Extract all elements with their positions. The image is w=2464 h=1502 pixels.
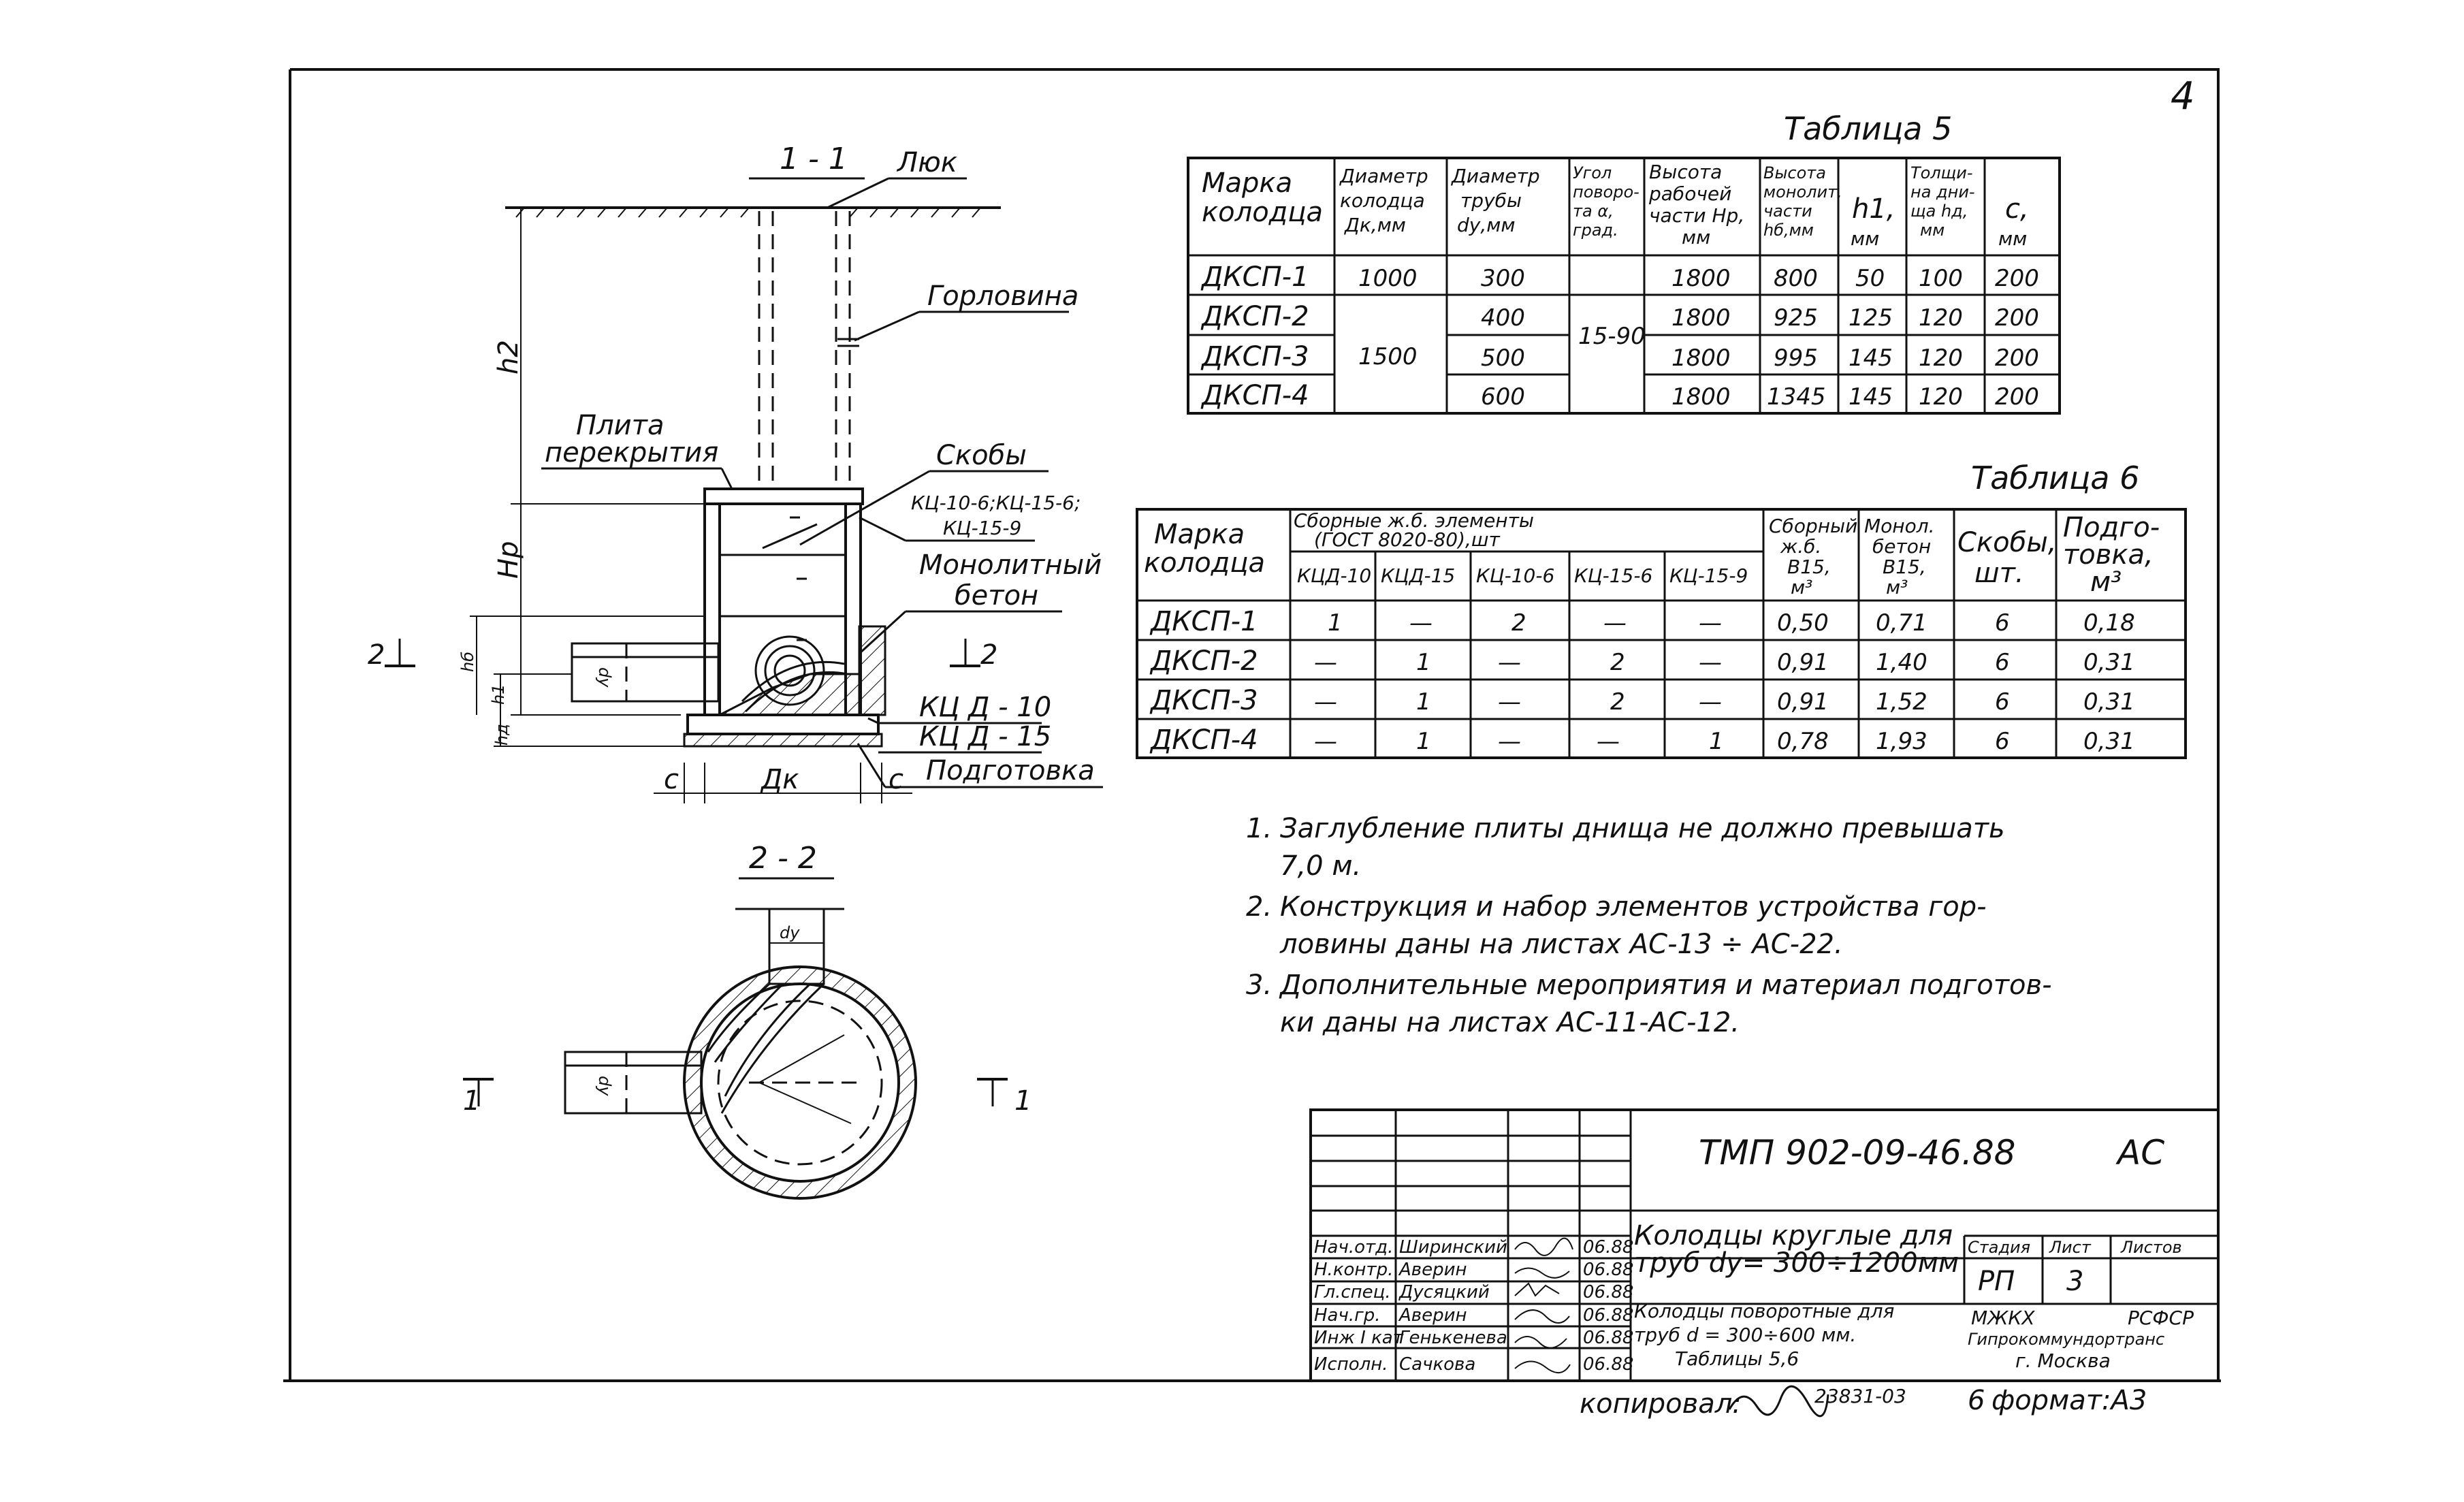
svg-text:200: 200	[1995, 265, 2039, 292]
merged-angle: 15-90	[1578, 323, 1646, 350]
svg-text:Скобы,: Скобы,	[1957, 527, 2057, 558]
svg-text:Конструкция и набор элементов: Конструкция и набор элементов устройства гор-	[1280, 891, 1987, 923]
svg-text:400: 400	[1481, 304, 1525, 332]
table-row	[1149, 645, 2135, 677]
note-1	[1246, 813, 2005, 882]
table-row	[1200, 261, 2039, 293]
cut-mark-1-right	[977, 1079, 1031, 1117]
svg-text:1345: 1345	[1767, 383, 1826, 411]
svg-text:Высота: Высота	[1649, 161, 1723, 183]
svg-text:бетон: бетон	[1872, 535, 1932, 558]
stage-value: РП	[1978, 1266, 2015, 1297]
slab-label-1: Плита	[576, 410, 665, 441]
svg-text:1,40: 1,40	[1876, 649, 1927, 676]
c-left-dim: с	[664, 764, 679, 795]
table-row	[1149, 685, 2135, 716]
svg-text:Марка: Марка	[1154, 519, 1245, 550]
svg-text:c,: c,	[2005, 193, 2029, 225]
svg-text:КЦД-10: КЦД-10	[1297, 564, 1372, 587]
svg-text:Сборные ж.б. элементы: Сборные ж.б. элементы	[1294, 509, 1535, 532]
svg-text:1: 1	[1709, 728, 1724, 755]
section-2-2-title: 2 - 2	[749, 841, 817, 876]
svg-text:06.88: 06.88	[1583, 1305, 1634, 1326]
preparation-label: Подготовка	[926, 755, 1095, 786]
hd-dim: hд	[492, 724, 511, 746]
dy-left-label: dу	[595, 1076, 614, 1096]
title-2-line-1: Колодцы поворотные для	[1634, 1300, 1895, 1322]
svg-text:—: —	[1699, 609, 1722, 637]
svg-text:120: 120	[1919, 345, 1963, 372]
svg-text:град.: град.	[1573, 221, 1618, 240]
svg-text:hб,мм: hб,мм	[1763, 221, 1814, 240]
svg-text:поворо-: поворо-	[1573, 182, 1639, 202]
cut-mark-1-left	[463, 1079, 494, 1117]
bottom-ring-label-2: КЦ Д - 15	[919, 721, 1052, 752]
svg-text:Гл.спец.: Гл.спец.	[1314, 1282, 1391, 1303]
svg-text:м³: м³	[2090, 566, 2122, 598]
svg-text:Угол: Угол	[1573, 163, 1612, 182]
table-5	[1188, 110, 2060, 413]
ground-hatching	[516, 208, 980, 217]
svg-text:2: 2	[368, 639, 385, 671]
svg-text:500: 500	[1481, 345, 1525, 372]
bottom-ring-label-1: КЦ Д - 10	[919, 692, 1052, 723]
svg-text:м³: м³	[1791, 576, 1813, 598]
svg-text:Диаметр: Диаметр	[1452, 165, 1540, 187]
svg-text:1: 1	[1416, 649, 1431, 676]
svg-text:0,18: 0,18	[2083, 609, 2135, 637]
svg-text:2: 2	[1610, 688, 1625, 716]
org-republic: РСФСР	[2128, 1307, 2194, 1329]
svg-text:06.88: 06.88	[1583, 1237, 1634, 1258]
slab-label-2: перекрытия	[545, 437, 719, 468]
svg-text:1.: 1.	[1246, 813, 1273, 844]
cover-slab	[705, 489, 863, 504]
svg-text:7,0 м.: 7,0 м.	[1280, 850, 1362, 882]
svg-text:h1,: h1,	[1852, 193, 1895, 225]
footer	[1580, 1385, 2147, 1420]
svg-text:1: 1	[1416, 688, 1431, 716]
svg-text:Диаметр: Диаметр	[1340, 165, 1428, 187]
svg-text:Нач.отд.: Нач.отд.	[1314, 1237, 1394, 1258]
svg-text:2: 2	[980, 639, 998, 671]
svg-text:1: 1	[1014, 1085, 1032, 1117]
svg-text:ДКСП-1: ДКСП-1	[1151, 606, 1258, 637]
svg-text:ДКСП-4: ДКСП-4	[1202, 380, 1309, 411]
svg-text:монолит.: монолит.	[1763, 182, 1842, 202]
archive-number: 23831-03	[1814, 1385, 1906, 1407]
svg-text:колодца: колодца	[1144, 547, 1266, 579]
document-code: ТМП 902-09-46.88	[1699, 1133, 2016, 1172]
svg-text:925: 925	[1774, 304, 1818, 332]
svg-text:Дусяцкий: Дусяцкий	[1399, 1282, 1490, 1303]
svg-text:Аверин: Аверин	[1399, 1305, 1467, 1326]
svg-text:КЦ-15-9: КЦ-15-9	[1669, 564, 1748, 587]
svg-text:2: 2	[1511, 609, 1526, 637]
dk-dim: Дк	[761, 764, 799, 795]
svg-text:600: 600	[1481, 383, 1525, 411]
svg-text:ща hд,: ща hд,	[1910, 202, 1968, 221]
svg-text:КЦ-15-6: КЦ-15-6	[1574, 564, 1653, 587]
svg-text:1,93: 1,93	[1876, 728, 1927, 755]
svg-text:6: 6	[1995, 728, 2010, 755]
svg-text:1800: 1800	[1671, 345, 1731, 372]
title-2-line-3: Таблицы 5,6	[1675, 1347, 1799, 1370]
dy-label-left: dу	[595, 667, 614, 688]
svg-text:—: —	[1603, 609, 1627, 637]
org-institute: Гипрокоммундортранс	[1968, 1330, 2165, 1349]
svg-text:6: 6	[1995, 688, 2010, 716]
table-5-caption: Таблица 5	[1784, 110, 1953, 147]
copied-label: копировал:	[1580, 1388, 1742, 1420]
svg-text:мм: мм	[1851, 227, 1880, 250]
svg-text:Генькенева: Генькенева	[1399, 1328, 1507, 1348]
cut-mark-2-right	[950, 639, 997, 671]
hatch-label: Люк	[897, 147, 957, 178]
svg-text:ДКСП-3: ДКСП-3	[1151, 685, 1258, 716]
svg-text:Монол.: Монол.	[1864, 515, 1935, 537]
rings-label-1: КЦ-10-6;КЦ-15-6;	[911, 492, 1081, 514]
svg-text:50: 50	[1855, 265, 1885, 292]
svg-text:рабочей: рабочей	[1649, 182, 1732, 205]
table-row	[1149, 724, 2135, 756]
svg-text:145: 145	[1849, 383, 1893, 411]
dy-top-label: dу	[780, 923, 800, 942]
neck-riser	[759, 211, 859, 490]
format-label: формат:А3	[1991, 1385, 2147, 1416]
svg-text:0,71: 0,71	[1876, 609, 1927, 637]
table-5-rows	[1200, 261, 2039, 411]
svg-text:800: 800	[1774, 265, 1818, 292]
c-right-dim: с	[889, 764, 903, 795]
concrete-label-1: Монолитный	[919, 549, 1102, 581]
table-6	[1137, 460, 2186, 758]
svg-text:шт.: шт.	[1974, 558, 2024, 589]
svg-text:ж.б.: ж.б.	[1780, 535, 1822, 558]
table-6-rows	[1149, 606, 2135, 756]
svg-text:(ГОСТ 8020-80),шт: (ГОСТ 8020-80),шт	[1314, 528, 1500, 551]
svg-text:Ширинский: Ширинский	[1399, 1237, 1507, 1258]
hp-dim: Hр	[493, 541, 524, 579]
svg-text:100: 100	[1919, 265, 1963, 292]
concrete-label-2: бетон	[955, 580, 1039, 611]
svg-text:В15,: В15,	[1883, 556, 1926, 578]
svg-text:товка,: товка,	[2063, 539, 2154, 571]
document-mark: АС	[2117, 1133, 2165, 1172]
svg-text:м³: м³	[1886, 576, 1908, 598]
svg-text:ДКСП-3: ДКСП-3	[1202, 341, 1309, 372]
svg-text:200: 200	[1995, 304, 2039, 332]
svg-text:6: 6	[1995, 649, 2010, 676]
svg-text:120: 120	[1919, 304, 1963, 332]
svg-text:dу,мм: dу,мм	[1457, 214, 1516, 236]
stage-header: Стадия	[1968, 1238, 2031, 1257]
svg-text:200: 200	[1995, 345, 2039, 372]
title-1-line-2: труб dу= 300÷1200мм	[1634, 1247, 1959, 1279]
svg-text:Толщи-: Толщи-	[1910, 163, 1973, 182]
svg-text:3.: 3.	[1246, 970, 1273, 1001]
sheet-value: 3	[2066, 1266, 2084, 1297]
neck-label: Горловина	[927, 281, 1079, 312]
note-2	[1246, 891, 1987, 960]
svg-text:ДКСП-4: ДКСП-4	[1151, 724, 1258, 756]
svg-text:Инж I кат: Инж I кат	[1314, 1328, 1403, 1348]
signature-row	[1314, 1328, 1633, 1348]
svg-text:Дополнительные мероприятия и м: Дополнительные мероприятия и материал подготов-	[1280, 970, 2052, 1001]
svg-text:0,78: 0,78	[1777, 728, 1829, 755]
org-city: г. Москва	[2015, 1349, 2111, 1372]
svg-text:1,52: 1,52	[1876, 688, 1927, 716]
svg-text:06.88: 06.88	[1583, 1328, 1634, 1348]
section-1-1	[368, 142, 1103, 803]
svg-text:Высота: Высота	[1763, 163, 1826, 182]
table-row	[1149, 606, 2135, 637]
merged-diameter: 1500	[1358, 343, 1418, 370]
table-6-caption: Таблица 6	[1971, 460, 2140, 496]
svg-text:—: —	[1597, 728, 1620, 755]
rings-label-2: КЦ-15-9	[943, 517, 1022, 539]
svg-text:мм: мм	[1920, 221, 1945, 240]
svg-text:В15,: В15,	[1787, 556, 1831, 578]
svg-text:КЦ-10-6: КЦ-10-6	[1476, 564, 1555, 587]
svg-text:ки даны на листах АС-11-АС-12.: ки даны на листах АС-11-АС-12.	[1280, 1007, 1740, 1038]
svg-text:1: 1	[1416, 728, 1431, 755]
svg-text:ДКСП-2: ДКСП-2	[1151, 645, 1258, 677]
svg-text:—: —	[1498, 688, 1521, 716]
svg-text:0,31: 0,31	[2083, 688, 2135, 716]
svg-text:06.88: 06.88	[1583, 1260, 1634, 1280]
svg-text:Сборный: Сборный	[1769, 515, 1858, 537]
svg-text:Нач.гр.: Нач.гр.	[1314, 1305, 1381, 1326]
svg-text:части Hр,: части Hр,	[1649, 204, 1745, 227]
signature-row	[1314, 1282, 1633, 1303]
footer-sheet-number: 6	[1968, 1385, 1985, 1416]
svg-text:мм: мм	[1682, 226, 1711, 249]
svg-text:6: 6	[1995, 609, 2010, 637]
inlet-pipe	[572, 643, 718, 701]
svg-text:200: 200	[1995, 383, 2039, 411]
svg-text:—: —	[1314, 688, 1337, 716]
svg-text:—: —	[1498, 649, 1521, 676]
svg-text:мм: мм	[1998, 227, 2028, 250]
notes	[1246, 813, 2052, 1038]
svg-text:колодца: колодца	[1202, 197, 1324, 228]
svg-text:06.88: 06.88	[1583, 1354, 1634, 1375]
title-2-line-2: труб d = 300÷600 мм.	[1634, 1324, 1857, 1346]
sheet-header: Лист	[2049, 1238, 2091, 1257]
svg-text:1000: 1000	[1358, 265, 1418, 292]
preparation-layer	[684, 734, 882, 746]
svg-text:КЦД-15: КЦД-15	[1381, 564, 1456, 587]
title-block	[1311, 1110, 2218, 1381]
svg-text:1: 1	[1328, 609, 1343, 637]
svg-text:трубы: трубы	[1460, 189, 1522, 212]
svg-text:120: 120	[1919, 383, 1963, 411]
svg-text:Марка: Марка	[1202, 167, 1293, 199]
brackets-label: Скобы	[936, 440, 1027, 471]
title-1-line-1: Колодцы круглые для	[1634, 1220, 1953, 1251]
signature-row	[1314, 1260, 1633, 1280]
svg-text:—: —	[1699, 649, 1722, 676]
svg-text:300: 300	[1481, 265, 1525, 292]
svg-text:Аверин: Аверин	[1399, 1260, 1467, 1280]
svg-text:Заглубление плиты днища не дол: Заглубление плиты днища не должно превышать	[1280, 813, 2005, 844]
signature-row	[1314, 1305, 1633, 1326]
svg-text:ловины даны на листах АС-13 ÷: ловины даны на листах АС-13 ÷ АС-22.	[1280, 929, 1843, 960]
svg-text:—: —	[1699, 688, 1722, 716]
svg-text:1800: 1800	[1671, 265, 1731, 292]
svg-text:0,50: 0,50	[1777, 609, 1829, 637]
svg-text:1: 1	[463, 1085, 481, 1117]
svg-text:0,91: 0,91	[1777, 649, 1829, 676]
sheets-header: Листов	[2121, 1238, 2182, 1257]
svg-text:—: —	[1409, 609, 1433, 637]
svg-text:0,31: 0,31	[2083, 728, 2135, 755]
table-5-header	[1202, 161, 2029, 250]
svg-text:части: части	[1763, 202, 1812, 221]
svg-text:Подго-: Подго-	[2063, 512, 2160, 543]
vertical-dimensions	[458, 208, 705, 746]
cut-mark-2-left	[368, 639, 415, 671]
section-1-1-title: 1 - 1	[780, 142, 848, 176]
svg-text:145: 145	[1849, 345, 1893, 372]
svg-text:125: 125	[1849, 304, 1893, 332]
section-2-2	[463, 841, 1031, 1198]
hb-dim: hб	[458, 651, 477, 672]
svg-text:—: —	[1498, 728, 1521, 755]
svg-text:1800: 1800	[1671, 383, 1731, 411]
svg-text:ДКСП-2: ДКСП-2	[1202, 301, 1309, 332]
svg-text:0,91: 0,91	[1777, 688, 1829, 716]
table-row	[1200, 380, 2039, 411]
svg-text:Сачкова: Сачкова	[1399, 1354, 1476, 1375]
copier-signature	[1729, 1386, 1828, 1416]
svg-text:Н.контр.: Н.контр.	[1314, 1260, 1394, 1280]
org-ministry: МЖКХ	[1971, 1307, 2035, 1329]
note-3	[1246, 970, 2052, 1038]
h2-dim: h2	[493, 340, 524, 374]
svg-text:Исполн.: Исполн.	[1314, 1354, 1388, 1375]
svg-text:1800: 1800	[1671, 304, 1731, 332]
svg-text:ДКСП-1: ДКСП-1	[1202, 261, 1309, 293]
svg-text:2: 2	[1610, 649, 1625, 676]
svg-text:—: —	[1314, 649, 1337, 676]
svg-text:0,31: 0,31	[2083, 649, 2135, 676]
svg-text:колодца: колодца	[1340, 189, 1425, 212]
bottom-slab	[688, 715, 878, 734]
page-number: 4	[2171, 74, 2195, 118]
signature-row	[1314, 1237, 1633, 1258]
svg-text:та α,: та α,	[1573, 202, 1614, 221]
svg-text:—: —	[1314, 728, 1337, 755]
svg-text:995: 995	[1774, 345, 1818, 372]
svg-text:06.88: 06.88	[1583, 1282, 1634, 1303]
h1-dim: h1	[489, 684, 508, 705]
svg-text:на дни-: на дни-	[1910, 182, 1975, 202]
svg-text:Дк,мм: Дк,мм	[1345, 214, 1406, 236]
signature-row	[1314, 1354, 1633, 1375]
table-6-header	[1144, 509, 2160, 598]
svg-text:2.: 2.	[1246, 891, 1273, 923]
